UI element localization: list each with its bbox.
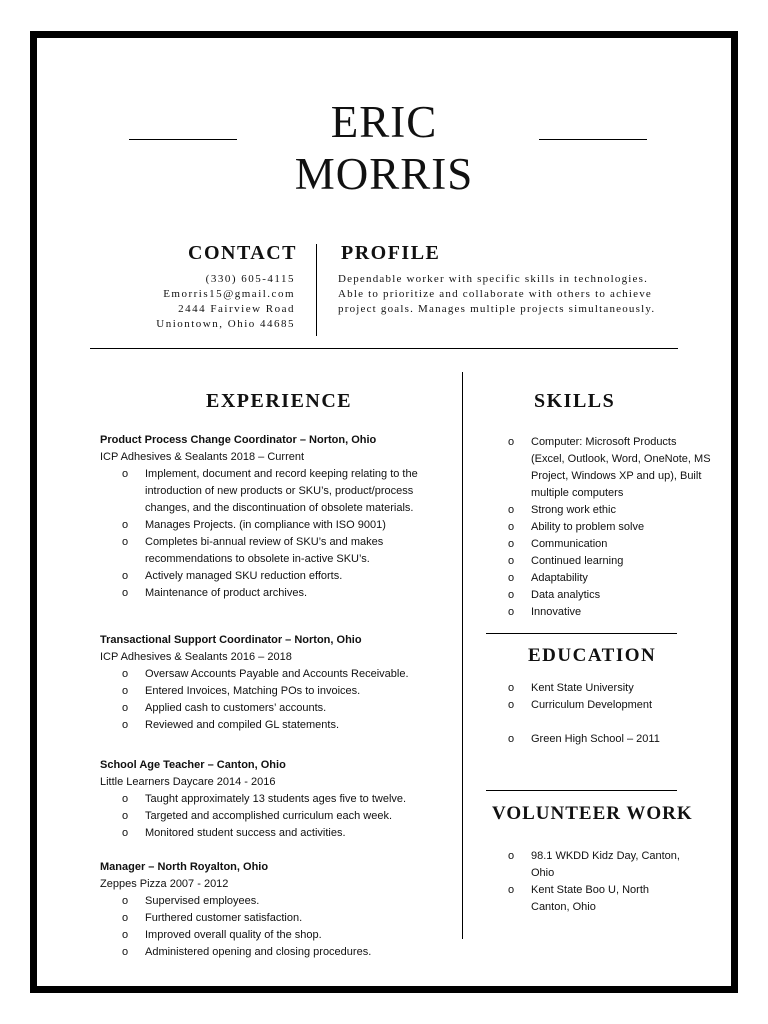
- job-org: ICP Adhesives & Sealants 2018 – Current: [100, 451, 305, 463]
- name-last: MORRIS: [294, 149, 474, 199]
- profile-line: Able to prioritize and collaborate with others to achieve: [338, 288, 652, 300]
- list-item: o Innovative: [486, 604, 711, 621]
- job-entry: [100, 632, 430, 734]
- bullet-icon: o: [122, 702, 129, 714]
- bullet-icon: o: [508, 682, 515, 694]
- bullet-icon: o: [122, 895, 129, 907]
- education-rule: [486, 790, 677, 791]
- list-item: o Strong work ethic: [486, 502, 711, 519]
- job-title: Product Process Change Coordinator – Norton, Ohio: [100, 434, 377, 446]
- list-item: o Ability to problem solve: [486, 519, 711, 536]
- list-item: o Computer: Microsoft Products (Excel, Outlook, Word, OneNote, MS Project, Windows XP and up), Built multiple computers: [508, 436, 711, 499]
- list-item: o Communication: [486, 536, 711, 553]
- contact-heading: CONTACT: [188, 242, 298, 264]
- bullet-icon: o: [122, 570, 129, 582]
- contact-divider: [316, 244, 317, 336]
- education-list-2: [486, 731, 711, 748]
- bullet-icon: o: [508, 884, 515, 896]
- list-item: o Supervised employees.: [100, 893, 430, 910]
- bullet-icon: o: [122, 536, 129, 548]
- column-divider: [462, 372, 463, 939]
- profile-text: [338, 272, 683, 317]
- bullet-icon: o: [508, 538, 515, 550]
- bullet-icon: o: [508, 699, 515, 711]
- skills-heading: SKILLS: [534, 390, 616, 412]
- list-item: o Kent State University: [486, 680, 711, 697]
- bullet-icon: o: [508, 589, 515, 601]
- job-bullets: [100, 791, 430, 842]
- bullet-icon: o: [122, 827, 129, 839]
- header-rule: [90, 348, 678, 349]
- skills-rule: [486, 633, 677, 634]
- contact-address: 2444 Fairview Road: [178, 303, 295, 315]
- list-item: o Continued learning: [486, 553, 711, 570]
- job-org: Little Learners Daycare 2014 - 2016: [100, 776, 276, 788]
- profile-heading: PROFILE: [341, 242, 441, 264]
- bullet-icon: o: [122, 685, 129, 697]
- job-bullets: [100, 466, 430, 602]
- list-item: o Monitored student success and activities.: [100, 825, 430, 842]
- list-item: o Kent State Boo U, North Canton, Ohio: [508, 884, 650, 913]
- list-item: o Completes bi-annual review of SKU’s and makes recommendations to obsolete in-active SKU’s.: [122, 536, 384, 565]
- bullet-icon: o: [508, 521, 515, 533]
- job-title: Manager – North Royalton, Ohio: [100, 861, 269, 873]
- profile-line: Dependable worker with specific skills in technologies.: [338, 273, 649, 285]
- bullet-icon: o: [122, 587, 129, 599]
- contact-phone: (330) 605-4115: [205, 273, 295, 285]
- bullet-icon: o: [122, 719, 129, 731]
- volunteer-list: [486, 848, 686, 916]
- bullet-icon: o: [122, 519, 129, 531]
- job-title: Transactional Support Coordinator – Norton, Ohio: [100, 634, 362, 646]
- list-item: o Applied cash to customers’ accounts.: [100, 700, 430, 717]
- education-heading: EDUCATION: [528, 645, 657, 666]
- bullet-icon: o: [508, 733, 515, 745]
- bullet-icon: o: [122, 946, 129, 958]
- list-item: o Actively managed SKU reduction efforts.: [100, 568, 430, 585]
- bullet-icon: o: [508, 850, 515, 862]
- bullet-icon: o: [122, 912, 129, 924]
- list-item: o Data analytics: [486, 587, 711, 604]
- list-item: o Curriculum Development: [486, 697, 726, 714]
- list-item: o Administered opening and closing procedures.: [100, 944, 430, 961]
- profile-line: project goals. Manages multiple projects simultaneously.: [338, 303, 656, 315]
- bullet-icon: o: [122, 668, 129, 680]
- list-item: o Furthered customer satisfaction.: [100, 910, 430, 927]
- experience-heading: EXPERIENCE: [206, 390, 353, 412]
- bullet-icon: o: [508, 572, 515, 584]
- job-bullets: [100, 666, 430, 734]
- bullet-icon: o: [122, 468, 129, 480]
- list-item: o Oversaw Accounts Payable and Accounts Receivable.: [100, 666, 430, 683]
- list-item: o Manages Projects. (in compliance with ISO 9001): [100, 517, 430, 534]
- job-bullets: [100, 893, 430, 961]
- bullet-icon: o: [508, 555, 515, 567]
- list-item: o Implement, document and record keeping relating to the introduction of new products or SKU’s, product/process changes, and the discontinuation of obsolete materials.: [122, 468, 418, 514]
- education-list: [486, 680, 711, 697]
- list-item: o Green High School – 2011: [486, 731, 711, 748]
- list-item: o Reviewed and compiled GL statements.: [100, 717, 430, 734]
- bullet-icon: o: [122, 929, 129, 941]
- list-item: o Targeted and accomplished curriculum each week.: [100, 808, 430, 825]
- job-entry: [100, 432, 430, 602]
- bullet-icon: o: [122, 793, 129, 805]
- skills-list: [486, 434, 711, 621]
- bullet-icon: o: [508, 606, 515, 618]
- list-item: o 98.1 WKDD Kidz Day, Canton, Ohio: [508, 850, 680, 879]
- job-title: School Age Teacher – Canton, Ohio: [100, 759, 286, 771]
- list-item: o Entered Invoices, Matching POs to invoices.: [100, 683, 430, 700]
- bullet-icon: o: [508, 436, 515, 448]
- contact-city: Uniontown, Ohio 44685: [156, 318, 295, 330]
- list-item: o Maintenance of product archives.: [100, 585, 430, 602]
- list-item: o Improved overall quality of the shop.: [100, 927, 430, 944]
- education-sublist: [486, 697, 726, 714]
- job-entry: [100, 859, 430, 961]
- contact-email: Emorris15@gmail.com: [163, 288, 295, 300]
- volunteer-heading: VOLUNTEER WORK: [492, 803, 693, 824]
- job-org: Zeppes Pizza 2007 - 2012: [100, 878, 229, 890]
- list-item: o Adaptability: [486, 570, 711, 587]
- job-entry: [100, 757, 430, 842]
- contact-block: [120, 272, 295, 332]
- job-org: ICP Adhesives & Sealants 2016 – 2018: [100, 651, 292, 663]
- bullet-icon: o: [122, 810, 129, 822]
- list-item: o Taught approximately 13 students ages five to twelve.: [100, 791, 430, 808]
- bullet-icon: o: [508, 504, 515, 516]
- name-first: ERIC: [330, 97, 438, 147]
